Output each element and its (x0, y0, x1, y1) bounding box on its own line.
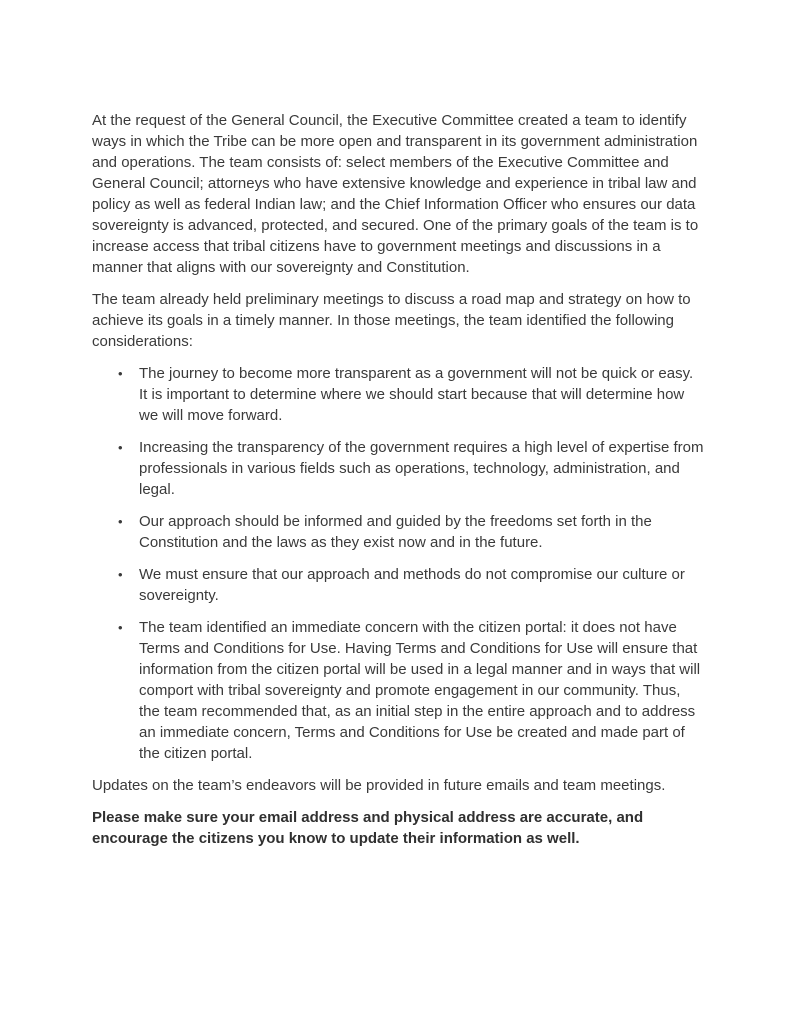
list-item-text: The team identified an immediate concern with the citizen portal: it does not have Terms and Conditions for Use. Having Terms and Conditions for Use will ensure that information from the citizen portal will be used in a legal manner and in ways that will comport with tribal sovereignty and promote engagement in our community. Thus, the team recommended that, as an initial step in the entire approach and to address an immediate concern, Terms and Conditions for Use be created and made part of the citizen portal. (139, 619, 701, 762)
paragraph-address-reminder: Please make sure your email address and physical address are accurate, and encourage the citizens you know to update their information as well. (92, 809, 644, 847)
paragraph-team-creation: At the request of the General Council, the Executive Committee created a team to identify ways in which the Tribe can be more open and transparent in its government administration and operations. The team consists of: select members of the Executive Committee and General Council; attorneys who have extensive knowledge and experience in tribal law and policy as well as federal Indian law; and the Chief Information Officer who ensures our data sovereignty is advanced, protected, and secured. One of the primary goals of the team is to increase access that tribal citizens have to government meetings and discussions in a manner that aligns with our sovereignty and Constitution. (92, 112, 699, 276)
list-item-text: The journey to become more transparent as a government will not be quick or easy. It is important to determine where we should start because that will determine how we will move forward. (139, 365, 694, 424)
paragraph-preliminary-meetings: The team already held preliminary meetings to discuss a road map and strategy on how to achieve its goals in a timely manner. In those meetings, the team identified the following considerations: (92, 291, 691, 350)
bullet-icon: • (118, 514, 123, 529)
list-item-text: Increasing the transparency of the government requires a high level of expertise from professionals in various fields such as operations, technology, administration, and legal. (139, 439, 704, 498)
considerations-list (92, 363, 704, 764)
bullet-icon: • (118, 366, 123, 381)
list-item (92, 564, 704, 606)
list-item (92, 511, 704, 553)
document-body (92, 110, 704, 860)
bullet-icon: • (118, 620, 123, 635)
bullet-icon: • (118, 567, 123, 582)
list-item (92, 437, 704, 500)
list-item (92, 617, 704, 764)
bullet-icon: • (118, 440, 123, 455)
list-item (92, 363, 704, 426)
list-item-text: Our approach should be informed and guided by the freedoms set forth in the Constitution and the laws as they exist now and in the future. (139, 513, 652, 551)
list-item-text: We must ensure that our approach and methods do not compromise our culture or sovereignty. (139, 566, 685, 604)
paragraph-updates: Updates on the team’s endeavors will be provided in future emails and team meetings. (92, 777, 666, 794)
